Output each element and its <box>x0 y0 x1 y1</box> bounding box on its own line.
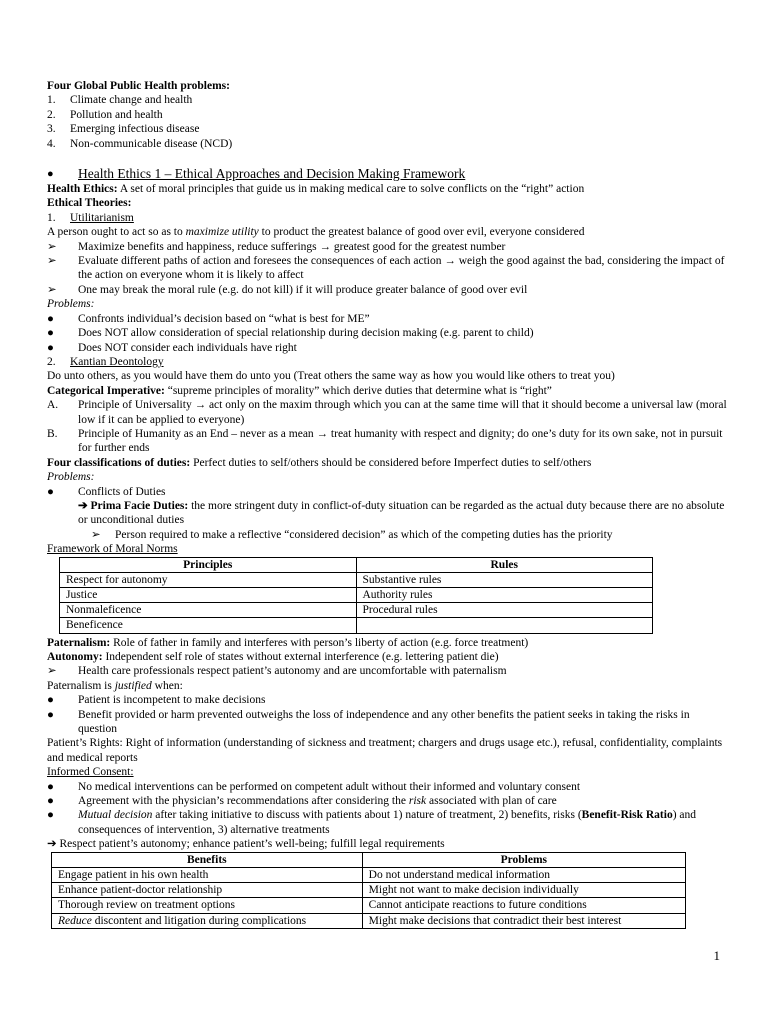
arrow-icon: ➢ <box>47 665 57 678</box>
item-text: Health care professionals respect patient’s autonomy and are uncomfortable with paternalism <box>78 665 507 678</box>
bullet-icon: ● <box>47 708 54 721</box>
subsection-text: Utilitarianism <box>70 211 134 224</box>
list-number: 1. <box>47 94 56 107</box>
table-cell: Authority rules <box>356 588 653 603</box>
text: “supreme principles of morality” which derive duties that determine what is “right” <box>164 384 552 397</box>
item-text: Person required to make a reflective “considered decision” as which of the competing duties has the priority <box>115 528 613 541</box>
bullet-item <box>47 780 727 794</box>
intro-item <box>47 122 727 136</box>
item-text: Does NOT consider each individuals have right <box>78 341 297 354</box>
label: Prima Facie Duties: <box>90 499 189 512</box>
text: Role of father in family and interferes with person’s liberty of action (e.g. force treatment) <box>110 636 529 649</box>
table-row <box>52 913 686 928</box>
bullet-item <box>47 794 727 808</box>
text: Paternalism is <box>47 679 115 692</box>
arrow-item <box>47 240 727 254</box>
heading-text: Health Ethics 1 – Ethical Approaches and Decision Making Framework <box>78 166 466 182</box>
arrow-icon: ➢ <box>91 528 101 541</box>
arrow-item <box>47 254 727 283</box>
emphasis-text: Reduce <box>58 914 92 927</box>
justified-line <box>47 679 727 693</box>
arrow-icon: ➢ <box>47 255 57 268</box>
item-text: Does NOT allow consideration of special relationship during decision making (e.g. parent to child) <box>78 327 534 340</box>
table-cell: Might not want to make decision individually <box>362 883 685 898</box>
item-text: Conflicts of Duties <box>78 485 166 498</box>
table-row <box>60 572 653 587</box>
arrow-icon: ➢ <box>47 240 57 253</box>
item-text: Benefit provided or harm prevented outweighs the loss of independence and any other benefits the patient seeks in taking the risks in question <box>78 708 690 736</box>
label: Categorical Imperative: <box>47 384 165 397</box>
paternalism-def <box>47 636 727 650</box>
intro-title: Four Global Public Health problems: <box>47 80 230 92</box>
bullet-icon: ● <box>47 312 54 325</box>
table-cell: Might make decisions that contradict their best interest <box>362 913 685 928</box>
bullet-icon: ● <box>47 694 54 707</box>
bullet-icon: ● <box>47 780 54 793</box>
label: Autonomy: <box>47 651 103 664</box>
autonomy-def <box>47 650 727 664</box>
bullet-item <box>47 312 727 326</box>
label: Four classifications of duties: <box>47 456 191 469</box>
item-text: Principle of Humanity as an End – never as a mean → treat humanity with respect and dignity; do one’s duty for its own sake, not in pursuit for further ends <box>78 427 723 455</box>
table-row <box>60 603 653 618</box>
paragraph <box>47 225 727 239</box>
text: Respect patient’s autonomy; enhance patient’s well-being; fulfill legal requirements <box>59 838 445 851</box>
list-text: Pollution and health <box>70 108 163 121</box>
list-number: 4. <box>47 137 56 150</box>
bullet-item <box>47 708 727 737</box>
table-cell: Cannot anticipate reactions to future conditions <box>362 898 685 913</box>
bold-text: Benefit-Risk Ratio <box>581 809 673 822</box>
item-text: Confronts individual’s decision based on “what is best for ME” <box>78 312 370 325</box>
table-cell: Thorough review on treatment options <box>52 898 363 913</box>
document-page <box>47 79 727 929</box>
text: Perfect duties to self/others should be considered before Imperfect duties to self/others <box>190 456 592 469</box>
text: discontent and litigation during complications <box>91 914 307 927</box>
definition-label: Health Ethics: <box>47 183 118 196</box>
table-cell: Respect for autonomy <box>60 572 357 587</box>
text: when: <box>151 679 183 692</box>
table-cell: Engage patient in his own health <box>52 867 363 882</box>
table-cell: Substantive rules <box>356 572 653 587</box>
arrow-item <box>47 283 727 297</box>
intro-item <box>47 93 727 107</box>
list-text: Emerging infectious disease <box>70 123 200 136</box>
item-text: Principle of Universality → act only on the maxim through which you can at the same time will that it should become a universal law (moral low if it can be applied to everyone) <box>78 399 727 426</box>
label: Paternalism: <box>47 636 111 649</box>
letter-mark: B. <box>47 427 58 440</box>
table-row <box>52 883 686 898</box>
bullet-icon: ● <box>47 795 54 808</box>
bullet-item <box>47 485 727 499</box>
intro-item <box>47 137 727 151</box>
bullet-item <box>47 341 727 355</box>
paragraph: Do unto others, as you would have them do unto you (Treat others the same way as how you would like others to treat you) <box>47 370 615 383</box>
item-text: One may break the moral rule (e.g. do not kill) if it will produce greater balance of good over evil <box>78 283 528 296</box>
bullet-item <box>47 326 727 340</box>
categorical-imperative <box>47 384 727 398</box>
table-row <box>52 898 686 913</box>
emphasis-text: risk <box>408 795 427 808</box>
definition <box>47 182 727 196</box>
bullet-item <box>47 808 727 837</box>
arrow-icon: ➔ <box>47 838 57 851</box>
intro-item <box>47 108 727 122</box>
consent-summary <box>47 837 727 851</box>
definition-text: A set of moral principles that guide us in making medical care to solve conflicts on the “right” action <box>117 183 585 196</box>
table-cell <box>52 913 363 928</box>
bullet-icon: ● <box>47 327 54 340</box>
problems-label: Problems: <box>47 471 95 484</box>
table-cell: Nonmaleficence <box>60 603 357 618</box>
bullet-icon: ● <box>47 168 54 181</box>
subsection-title <box>47 355 727 369</box>
item-text: Evaluate different paths of action and foresees the consequences of each action → weigh the good against the bad, considering the impact of the action on everyone whom it is likely to affect <box>78 255 725 282</box>
table-header-row <box>60 557 653 572</box>
bullet-icon: ● <box>47 341 54 354</box>
table-cell: Do not understand medical information <box>362 867 685 882</box>
emphasis-text: Mutual decision <box>78 809 153 822</box>
letter-mark: A. <box>47 399 59 412</box>
item-text: Patient is incompetent to make decisions <box>78 694 266 707</box>
table-row <box>60 588 653 603</box>
table-header-row <box>52 852 686 867</box>
theories-label: Ethical Theories: <box>47 197 132 210</box>
column-header: Benefits <box>52 852 363 867</box>
list-number: 1. <box>47 211 56 224</box>
patient-rights: Patient’s Rights: Right of information (understanding of sickness and treatment; chargers and drugs usage etc.), refusal, confidentiality, complaints and medical reports <box>47 737 723 764</box>
column-header: Principles <box>60 557 357 572</box>
arrow-icon: ➢ <box>47 283 57 296</box>
list-text: Non-communicable disease (NCD) <box>70 137 233 150</box>
table-cell <box>356 618 653 633</box>
text: the more stringent duty in conflict-of-duty situation can be regarded as the actual duty because there are no absolute or unconditional duties <box>78 499 725 527</box>
emphasis-text: justified <box>114 679 152 692</box>
norms-table <box>59 557 653 634</box>
prima-facie <box>47 499 727 528</box>
table-row <box>60 618 653 633</box>
column-header: Rules <box>356 557 653 572</box>
bullet-icon: ● <box>47 809 54 822</box>
arrow-item <box>47 664 727 678</box>
text: to product the greatest balance of good over evil, everyone considered <box>258 226 585 239</box>
table-cell: Beneficence <box>60 618 357 633</box>
table-row <box>52 867 686 882</box>
text: after taking initiative to discuss with patients about 1) nature of treatment, 2) benefits, risks ( <box>152 809 582 822</box>
table-cell: Justice <box>60 588 357 603</box>
norms-title: Framework of Moral Norms <box>47 543 178 556</box>
four-classifications <box>47 456 727 470</box>
text: Independent self role of states without external interference (e.g. lettering patient die) <box>102 651 499 664</box>
consent-title: Informed Consent: <box>47 766 134 779</box>
text: ) and consequences of intervention, 3) alternative treatments <box>78 809 697 836</box>
list-number: 2. <box>47 108 56 121</box>
page-number: 1 <box>713 948 720 963</box>
list-text: Climate change and health <box>70 94 193 107</box>
arrow-item <box>47 528 727 542</box>
item-text: Maximize benefits and happiness, reduce sufferings → greatest good for the greatest number <box>78 240 506 253</box>
subsection-text: Kantian Deontology <box>70 355 164 368</box>
problems-label: Problems: <box>47 298 95 311</box>
benefits-problems-table <box>51 852 686 929</box>
text: associated with plan of care <box>426 795 557 808</box>
emphasis-text: maximize utility <box>185 226 259 239</box>
bullet-icon: ● <box>47 485 54 498</box>
text: Agreement with the physician’s recommendations after considering the <box>78 795 409 808</box>
lettered-item <box>47 427 727 456</box>
item-text: No medical interventions can be performed on competent adult without their informed and voluntary consent <box>78 780 581 793</box>
list-number: 2. <box>47 355 56 368</box>
table-cell: Enhance patient-doctor relationship <box>52 883 363 898</box>
lettered-item <box>47 398 727 427</box>
bullet-item <box>47 693 727 707</box>
text: A person ought to act so as to <box>47 226 186 239</box>
column-header: Problems <box>362 852 685 867</box>
section-heading <box>47 166 727 182</box>
table-cell: Procedural rules <box>356 603 653 618</box>
list-number: 3. <box>47 123 56 136</box>
subsection-title <box>47 211 727 225</box>
arrow-icon: ➔ <box>78 499 88 512</box>
